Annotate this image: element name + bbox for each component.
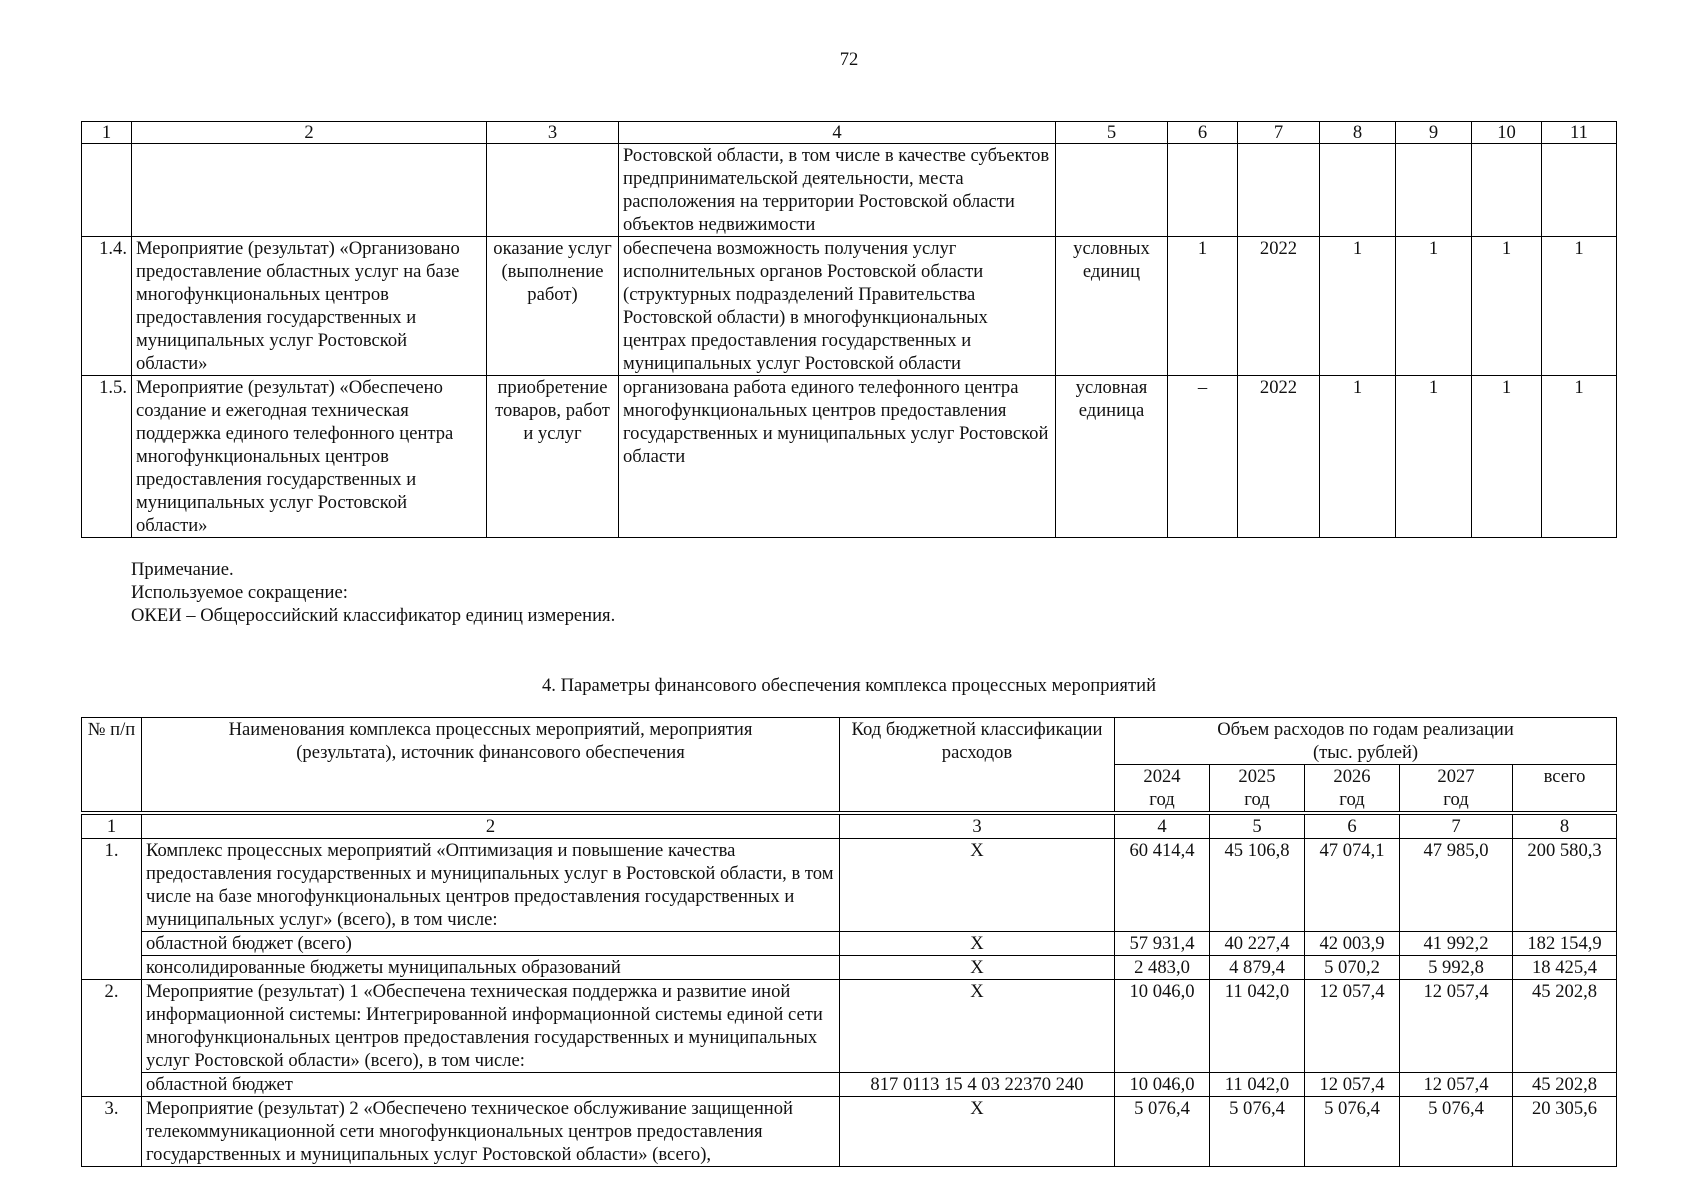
row-value: 40 227,4 — [1210, 932, 1305, 956]
column-number: 3 — [840, 813, 1115, 839]
row-value: 1 — [1472, 237, 1542, 376]
row-name: Мероприятие (результат) 2 «Обеспечено техническое обслуживание защищенной телекоммуникационной сети многофункциональных центров предоставления государственных и муниципальных услуг Ростовской области» (всего), — [142, 1097, 840, 1167]
column-number: 6 — [1305, 813, 1400, 839]
column-number: 11 — [1542, 122, 1617, 144]
table-row — [82, 956, 1617, 980]
row-value: 1 — [1396, 376, 1472, 538]
row-name — [132, 144, 487, 237]
row-value — [1320, 144, 1396, 237]
row-total: 45 202,8 — [1513, 1073, 1617, 1097]
row-value: 2 483,0 — [1115, 956, 1210, 980]
row-total: 20 305,6 — [1513, 1097, 1617, 1167]
column-number: 6 — [1168, 122, 1238, 144]
row-number — [82, 144, 132, 237]
row-value: 45 106,8 — [1210, 839, 1305, 932]
row-value — [1542, 144, 1617, 237]
row-number: 1.4. — [82, 237, 132, 376]
column-number: 8 — [1320, 122, 1396, 144]
row-code: Х — [840, 1097, 1115, 1167]
column-number: 10 — [1472, 122, 1542, 144]
row-value: – — [1168, 376, 1238, 538]
column-number: 3 — [487, 122, 619, 144]
row-description: Ростовской области, в том числе в качестве субъектов предпринимательской деятельности, места расположения на территории Ростовской области объектов недвижимости — [619, 144, 1056, 237]
row-value: 5 076,4 — [1210, 1097, 1305, 1167]
row-description: организована работа единого телефонного центра многофункциональных центров предоставления государственных и муниципальных услуг Ростовской области — [619, 376, 1056, 538]
note-line: Используемое сокращение: — [131, 582, 348, 603]
row-unit: условная единица — [1056, 376, 1168, 538]
row-code: 817 0113 15 4 03 22370 240 — [840, 1073, 1115, 1097]
row-value: 42 003,9 — [1305, 932, 1400, 956]
row-value: 12 057,4 — [1305, 980, 1400, 1073]
row-value: 5 076,4 — [1115, 1097, 1210, 1167]
row-value: 1 — [1320, 376, 1396, 538]
column-number: 8 — [1513, 813, 1617, 839]
column-number: 7 — [1400, 813, 1513, 839]
note-line: ОКЕИ – Общероссийский классификатор единиц измерения. — [131, 605, 616, 626]
header-num: № п/п — [82, 718, 142, 814]
table-row — [82, 980, 1617, 1073]
row-value: 11 042,0 — [1210, 1073, 1305, 1097]
row-name: Мероприятие (результат) «Обеспечено создание и ежегодная техническая поддержка единого телефонного центра многофункциональных центров предоставления государственных и муниципальных услуг Ростовской области» — [132, 376, 487, 538]
column-number: 1 — [82, 122, 132, 144]
row-code: Х — [840, 980, 1115, 1073]
row-total: 18 425,4 — [1513, 956, 1617, 980]
row-value: 41 992,2 — [1400, 932, 1513, 956]
row-value: 2022 — [1238, 237, 1320, 376]
row-total: 182 154,9 — [1513, 932, 1617, 956]
row-description: обеспечена возможность получения услуг исполнительных органов Ростовской области (структурных подразделений Правительства Ростовской области) в многофункциональных центрах предоставления государственных и муниципальных услуг Ростовской области — [619, 237, 1056, 376]
row-value: 2022 — [1238, 376, 1320, 538]
table-row — [82, 1073, 1617, 1097]
column-number: 1 — [82, 813, 142, 839]
row-value: 4 879,4 — [1210, 956, 1305, 980]
table-column-numbers — [82, 122, 1617, 144]
row-name: областной бюджет — [142, 1073, 840, 1097]
row-value: 1 — [1472, 376, 1542, 538]
header-name: Наименования комплекса процессных мероприятий, мероприятия (результата), источник финансового обеспечения — [142, 718, 840, 814]
indicators-table — [81, 121, 1617, 538]
table-row — [82, 144, 1617, 237]
row-value: 11 042,0 — [1210, 980, 1305, 1073]
header-total: всего — [1513, 765, 1617, 814]
column-number: 4 — [619, 122, 1056, 144]
row-number: 1.5. — [82, 376, 132, 538]
row-code: Х — [840, 839, 1115, 932]
row-name: консолидированные бюджеты муниципальных образований — [142, 956, 840, 980]
row-name: Мероприятие (результат) «Организовано предоставление областных услуг на базе многофункциональных центров предоставления государственных и муниципальных услуг Ростовской области» — [132, 237, 487, 376]
row-value: 1 — [1396, 237, 1472, 376]
row-name: Мероприятие (результат) 1 «Обеспечена техническая поддержка и развитие иной информационной системы: Интегрированной информационной системы единой сети многофункциональных центров предоставления государственных и муниципальных услуг Ростовской области» (всего), в том числе: — [142, 980, 840, 1073]
column-number: 2 — [132, 122, 487, 144]
header-volume: Объем расходов по годам реализации (тыс. рублей) — [1115, 718, 1617, 765]
column-number: 5 — [1210, 813, 1305, 839]
row-number: 3. — [82, 1097, 142, 1167]
row-value: 5 076,4 — [1305, 1097, 1400, 1167]
row-name: областной бюджет (всего) — [142, 932, 840, 956]
row-value: 1 — [1320, 237, 1396, 376]
row-unit: условных единиц — [1056, 237, 1168, 376]
row-value — [1472, 144, 1542, 237]
table-row — [82, 376, 1617, 538]
column-number: 2 — [142, 813, 840, 839]
note-block — [131, 558, 615, 627]
financing-table — [81, 717, 1617, 1167]
row-value: 5 070,2 — [1305, 956, 1400, 980]
row-value: 47 985,0 — [1400, 839, 1513, 932]
row-value: 57 931,4 — [1115, 932, 1210, 956]
row-value — [1168, 144, 1238, 237]
table-header-row — [82, 718, 1617, 765]
row-total: 200 580,3 — [1513, 839, 1617, 932]
row-value: 47 074,1 — [1305, 839, 1400, 932]
column-number: 7 — [1238, 122, 1320, 144]
note-title: Примечание. — [131, 559, 234, 580]
column-number: 9 — [1396, 122, 1472, 144]
header-year: 2026 год — [1305, 765, 1400, 814]
table-row — [82, 932, 1617, 956]
row-type — [487, 144, 619, 237]
page-number: 72 — [839, 49, 859, 70]
row-value: 12 057,4 — [1305, 1073, 1400, 1097]
row-value: 1 — [1542, 237, 1617, 376]
column-number: 5 — [1056, 122, 1168, 144]
row-value: 10 046,0 — [1115, 980, 1210, 1073]
row-code: Х — [840, 956, 1115, 980]
table-row — [82, 1097, 1617, 1167]
row-value: 5 992,8 — [1400, 956, 1513, 980]
row-value: 12 057,4 — [1400, 1073, 1513, 1097]
row-number: 2. — [82, 980, 142, 1097]
column-number: 4 — [1115, 813, 1210, 839]
header-year: 2027 год — [1400, 765, 1513, 814]
row-type: приобретение товаров, работ и услуг — [487, 376, 619, 538]
header-code: Код бюджетной классификации расходов — [840, 718, 1115, 814]
row-number: 1. — [82, 839, 142, 980]
header-year: 2025 год — [1210, 765, 1305, 814]
row-value — [1396, 144, 1472, 237]
row-value: 12 057,4 — [1400, 980, 1513, 1073]
row-type: оказание услуг (выполнение работ) — [487, 237, 619, 376]
row-value — [1238, 144, 1320, 237]
table-row — [82, 237, 1617, 376]
row-name: Комплекс процессных мероприятий «Оптимизация и повышение качества предоставления государственных и муниципальных услуг в Ростовской области, в том числе на базе многофункциональных центров предоставления государственных и муниципальных услуг» (всего), в том числе: — [142, 839, 840, 932]
row-value: 1 — [1542, 376, 1617, 538]
row-unit — [1056, 144, 1168, 237]
section-title: 4. Параметры финансового обеспечения комплекса процессных мероприятий — [541, 675, 1157, 696]
table-column-numbers — [82, 813, 1617, 839]
row-value: 5 076,4 — [1400, 1097, 1513, 1167]
table-row — [82, 839, 1617, 932]
header-year: 2024 год — [1115, 765, 1210, 814]
row-total: 45 202,8 — [1513, 980, 1617, 1073]
row-value: 10 046,0 — [1115, 1073, 1210, 1097]
row-value: 1 — [1168, 237, 1238, 376]
row-code: Х — [840, 932, 1115, 956]
row-value: 60 414,4 — [1115, 839, 1210, 932]
